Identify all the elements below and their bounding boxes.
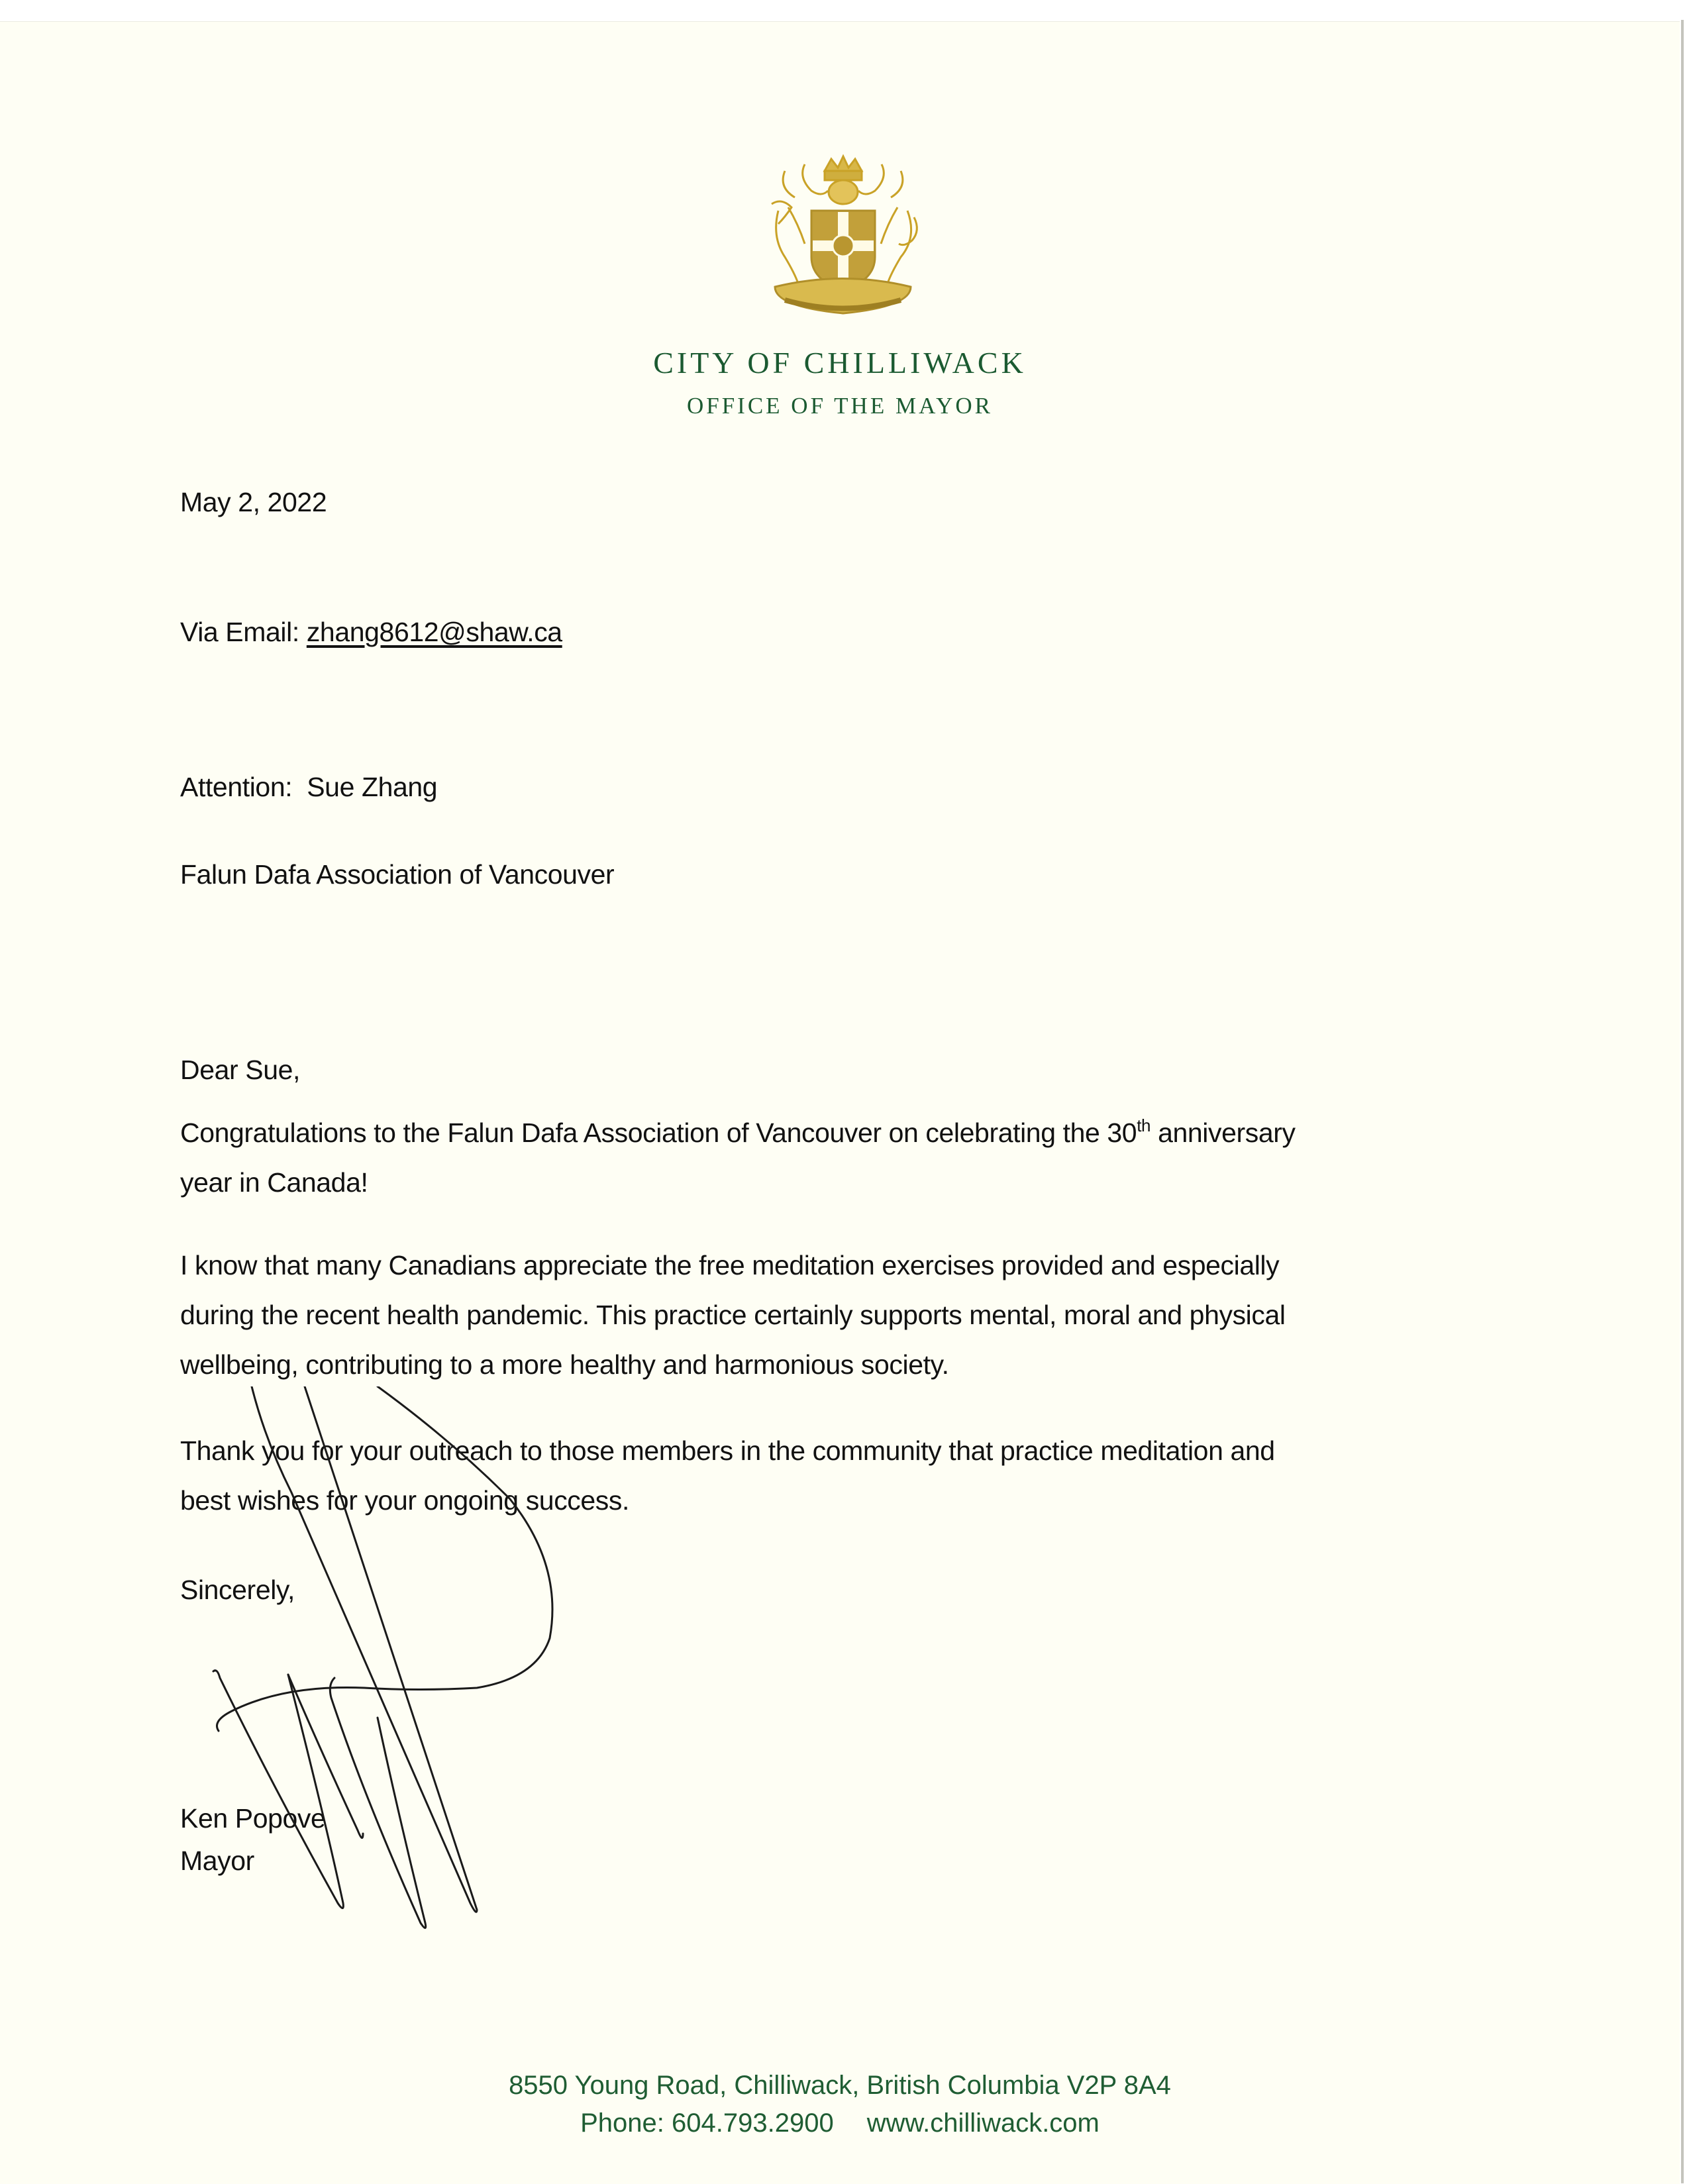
via-email-line [180, 607, 562, 657]
signer-block [180, 1797, 325, 1882]
paragraph-congratulations [180, 1108, 1472, 1208]
paragraph-line: year in Canada! [180, 1167, 368, 1198]
paragraph-line: I know that many Canadians appreciate the free meditation exercises provided and especially [180, 1250, 1280, 1280]
recipient-email-link[interactable]: zhang8612@shaw.ca [306, 617, 562, 647]
attention-label: Attention: [180, 772, 293, 802]
coat-of-arms-icon [758, 151, 927, 320]
footer-address: 8550 Young Road, Chilliwack, British Columbia V2P 8A4 [509, 2071, 1171, 2100]
attention-name: Sue Zhang [307, 772, 438, 802]
letter-date: May 2, 2022 [180, 487, 327, 517]
attention-line [180, 762, 437, 812]
letterhead-office: OFFICE OF THE MAYOR [686, 393, 994, 419]
paragraph-line: wellbeing, contributing to a more healthy and harmonious society. [180, 1349, 949, 1380]
recipient-organization: Falun Dafa Association of Vancouver [180, 859, 615, 890]
paragraph-line: best wishes for your ongoing success. [180, 1485, 629, 1516]
paragraph-line: during the recent health pandemic. This practice certainly supports mental, moral and physical [180, 1300, 1286, 1330]
page-edge [1681, 20, 1684, 2183]
salutation: Dear Sue, [180, 1055, 301, 1085]
footer-website-link[interactable]: www.chilliwack.com [866, 2108, 1100, 2138]
letterhead-city: CITY OF CHILLIWACK [653, 346, 1027, 380]
letter-page [0, 21, 1680, 2184]
signer-title: Mayor [180, 1846, 254, 1876]
via-email-label: Via Email: [180, 617, 299, 647]
footer-contact [0, 2108, 1680, 2138]
paragraph-appreciation [180, 1241, 1472, 1390]
footer-phone: Phone: 604.793.2900 [580, 2108, 834, 2138]
paragraph-line: Thank you for your outreach to those members in the community that practice meditation and [180, 1435, 1275, 1466]
closing: Sincerely, [180, 1575, 295, 1605]
paragraph-line: Congratulations to the Falun Dafa Association of Vancouver on celebrating the 30th anniversary [180, 1116, 1296, 1148]
signer-name: Ken Popove [180, 1803, 326, 1834]
paragraph-thanks [180, 1426, 1472, 1526]
ordinal-suffix: th [1137, 1116, 1151, 1135]
